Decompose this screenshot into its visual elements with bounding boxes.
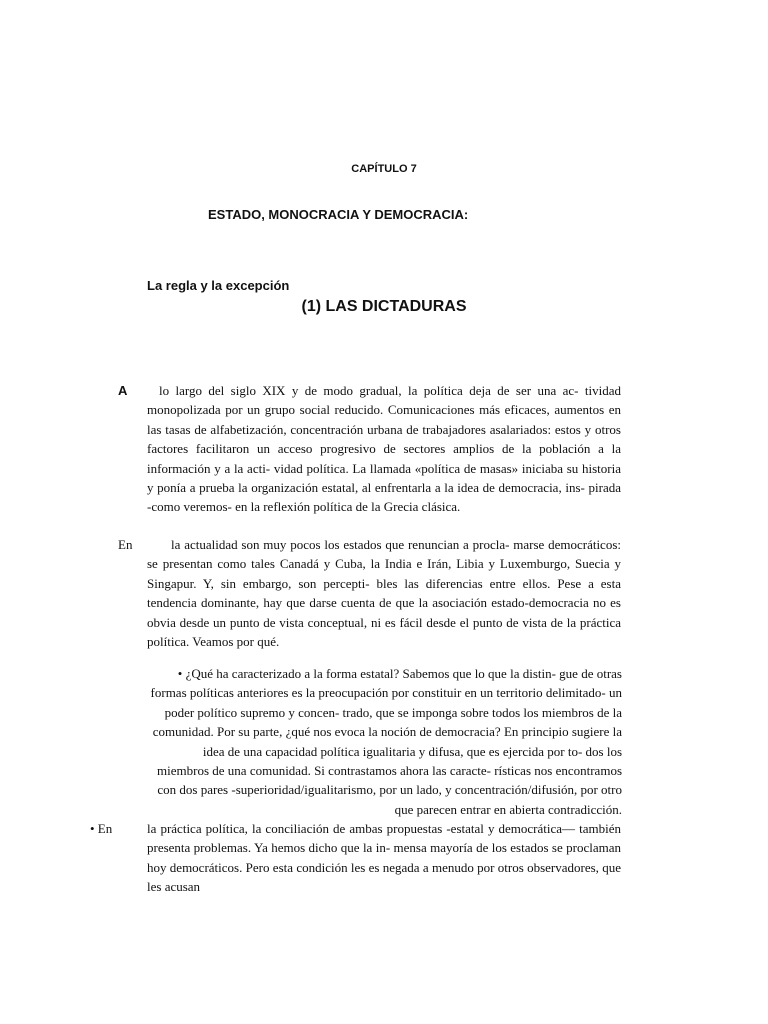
section-heading: La regla y la excepción bbox=[147, 278, 290, 293]
paragraph-1: lo largo del siglo XIX y de modo gradual, la política deja de ser una ac- tividad monopolizada por un grupo social reducido. Comunicaciones más eficaces, aumentos en las tasas de alfabetización, concentración urbana de trabajadores asalariados: estos y otros factores facilitaron un acceso progresivo de sectores amplios de la población a la información y a la acti- vidad política. La llamada «política de masas» iniciaba su historia y ponía a prueba la organización estatal, al enfrentarla a la idea de democracia, ins- pirada -como veremos- en la reflexión política de la Grecia clásica. bbox=[147, 383, 621, 515]
paragraph-2: la actualidad son muy pocos los estados que renuncian a procla- marse democráticos: se presentan como tales Canadá y Cuba, la India e Irán, Libia y Luxemburgo, Suecia y Singapur. Y, sin embargo, son percepti- bles las diferencias entre ellos. Pese a esta tendencia dominante, hay que darse cuenta de que la asociación estado-democracia no es obvia desde un punto de vista conceptual, ni es fácil desde el punto de vista de la práctica política. Veamos por qué. bbox=[147, 537, 621, 650]
paragraph-3-bullet: • ¿Qué ha caracterizado a la forma estatal? Sabemos que lo que la distin- gue de otras formas políticas anteriores es la preocupación por constituir en un territorio delimitado- un poder político supremo y concen- trado, que se imponga sobre todos los miembros de la comunidad. Por su parte, ¿qué nos evoca la noción de democracia? En principio sugiere la idea de una capacidad política igualitaria y difusa, que es ejercida por to- dos los miembros de una comunidad. Si contrastamos ahora las caracte- rísticas nos encontramos con dos pares -superioridad/igualitarismo, por un lado, y concentración/difusión, por otro que parecen entrar en abierta contradicción. bbox=[150, 666, 622, 817]
subsection-heading: (1) LAS DICTADURAS bbox=[301, 298, 467, 315]
chapter-title: ESTADO, MONOCRACIA Y DEMOCRACIA: bbox=[208, 207, 469, 222]
paragraph-4-bullet: la práctica política, la conciliación de ambas propuestas -estatal y democrática— también presenta problemas. Ya hemos dicho que la in- mensa mayoría de los estados se proclaman hoy democráticos. Pero esta condición les es negada a menudo por otros observadores, que les acusan bbox=[147, 821, 621, 895]
chapter-heading: CAPÍTULO 7 bbox=[351, 163, 417, 175]
paragraph-4-lead: • En bbox=[90, 821, 113, 836]
paragraph-2-lead: En bbox=[118, 537, 133, 552]
paragraph-1-lead: A bbox=[118, 383, 128, 398]
